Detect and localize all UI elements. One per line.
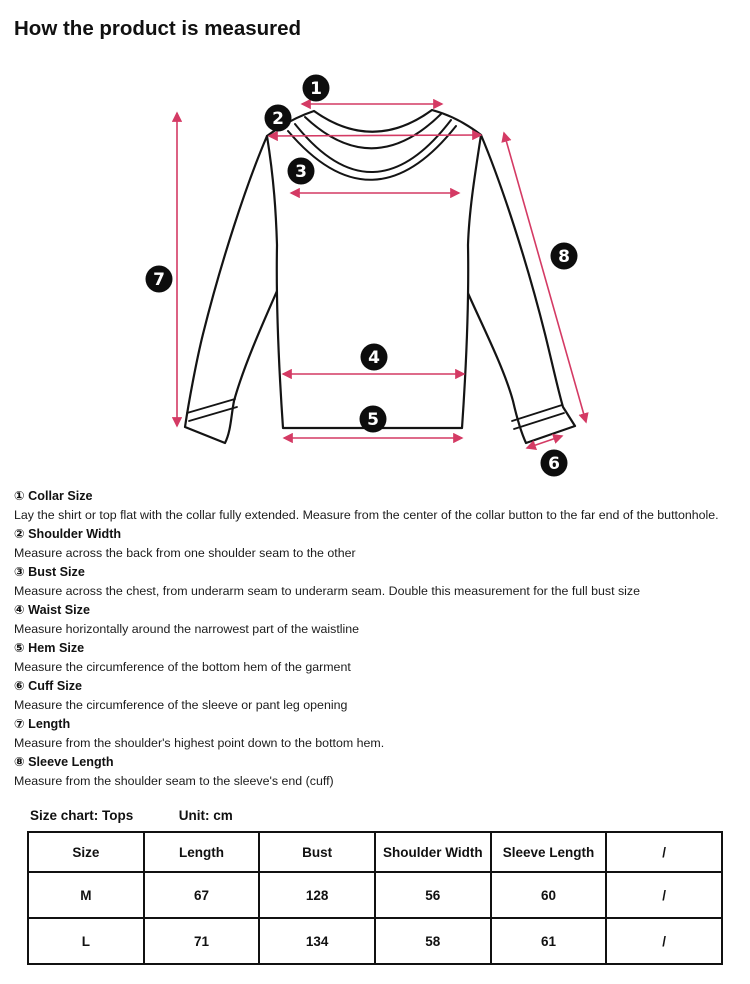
badge-bust-size — [288, 158, 315, 185]
measurement-item-sleeve-length — [14, 753, 736, 791]
col-header-sleeve-length: Sleeve Length — [491, 832, 607, 872]
badge-shoulder-width-label: 2 — [272, 109, 284, 129]
col-header-size: Size — [28, 832, 144, 872]
measurement-desc: Lay the shirt or top flat with the collar fully extended. Measure from the center of the collar button to the far end of the buttonhole. — [14, 508, 719, 522]
measurement-item-length — [14, 715, 736, 753]
measurement-heading: ⑥ Cuff Size — [14, 679, 83, 693]
badge-cuff-size — [541, 450, 568, 477]
col-header-length: Length — [144, 832, 260, 872]
badge-length-label: 7 — [153, 270, 165, 290]
measurement-heading: ③ Bust Size — [14, 565, 85, 579]
badge-collar-size — [303, 75, 330, 102]
size-chart-header-row — [28, 832, 722, 872]
cell-bust: 134 — [259, 918, 375, 964]
measurement-heading: ⑤ Hem Size — [14, 641, 85, 655]
size-row-m — [28, 872, 722, 918]
size-chart-unit: Unit: cm — [178, 808, 233, 823]
badge-length — [146, 266, 173, 293]
shoulder-width-arrow — [269, 135, 481, 136]
measurement-heading: ② Shoulder Width — [14, 527, 122, 541]
measurement-desc: Measure from the shoulder seam to the sleeve's end (cuff) — [14, 774, 334, 788]
measurement-desc: Measure from the shoulder's highest point down to the bottom hem. — [14, 736, 385, 750]
badge-waist-size — [361, 344, 388, 371]
size-chart-title: Size chart: Tops — [30, 808, 134, 823]
measurement-item-hem — [14, 639, 736, 677]
cell-bust: 128 — [259, 872, 375, 918]
cell-sleeve-length: 61 — [491, 918, 607, 964]
badge-shoulder-width — [265, 105, 292, 132]
badge-sleeve-length — [551, 243, 578, 270]
measurement-item-bust — [14, 563, 736, 601]
measurement-desc: Measure across the back from one shoulder seam to the other — [14, 546, 356, 560]
size-chart-header — [30, 806, 750, 825]
badge-collar-size-label: 1 — [310, 79, 322, 99]
cell-size: L — [28, 918, 144, 964]
measurement-heading: ① Collar Size — [14, 489, 93, 503]
cell-slash: / — [606, 872, 722, 918]
measurement-heading: ④ Waist Size — [14, 603, 90, 617]
col-header-slash: / — [606, 832, 722, 872]
sweater-diagram-svg — [0, 70, 750, 485]
badge-cuff-size-label: 6 — [548, 454, 560, 474]
left-sleeve-outline — [185, 136, 283, 443]
cell-sleeve-length: 60 — [491, 872, 607, 918]
size-chart-table — [27, 831, 723, 965]
cell-slash: / — [606, 918, 722, 964]
measurement-desc: Measure the circumference of the bottom hem of the garment — [14, 660, 351, 674]
measurement-desc: Measure horizontally around the narrowest part of the waistline — [14, 622, 360, 636]
measurement-diagram — [0, 70, 750, 485]
measurement-desc: Measure the circumference of the sleeve or pant leg opening — [14, 698, 348, 712]
right-sleeve-outline — [462, 135, 575, 443]
col-header-shoulder-width: Shoulder Width — [375, 832, 491, 872]
cell-length: 71 — [144, 918, 260, 964]
col-header-bust: Bust — [259, 832, 375, 872]
badge-waist-size-label: 4 — [368, 348, 380, 368]
cell-shoulder-width: 56 — [375, 872, 491, 918]
cell-shoulder-width: 58 — [375, 918, 491, 964]
size-row-l — [28, 918, 722, 964]
cell-length: 67 — [144, 872, 260, 918]
cell-size: M — [28, 872, 144, 918]
measurement-item-cuff — [14, 677, 736, 715]
measurement-heading: ⑦ Length — [14, 717, 71, 731]
measurement-item-shoulder — [14, 525, 736, 563]
measurement-item-collar — [14, 487, 736, 525]
badge-hem-size — [360, 406, 387, 433]
badge-sleeve-length-label: 8 — [558, 247, 570, 267]
badge-hem-size-label: 5 — [367, 410, 379, 430]
measurement-item-waist — [14, 601, 736, 639]
measurement-definitions — [14, 487, 736, 791]
measurement-heading: ⑧ Sleeve Length — [14, 755, 114, 769]
measurement-desc: Measure across the chest, from underarm seam to underarm seam. Double this measurement for the full bust size — [14, 584, 640, 598]
page-title: How the product is measured — [14, 17, 302, 40]
badge-bust-size-label: 3 — [295, 162, 307, 182]
